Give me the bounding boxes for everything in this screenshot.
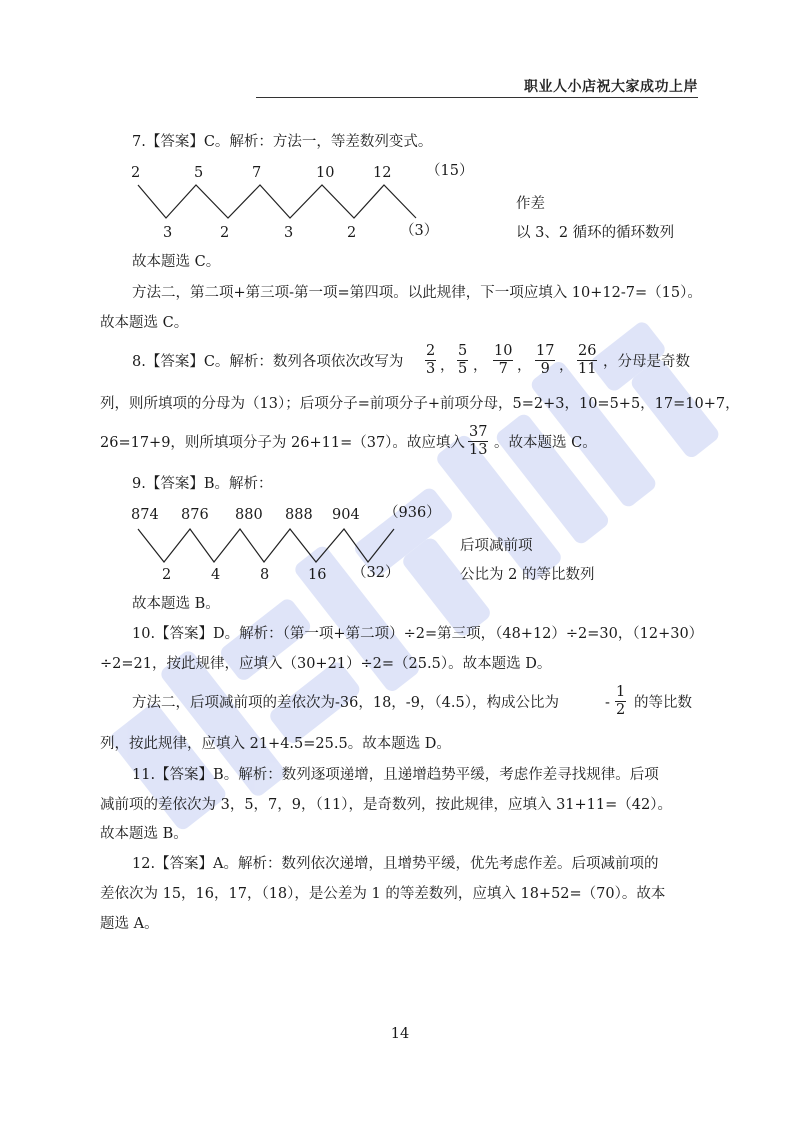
q8-line1-suffix: ，分母是奇数 [603,354,690,370]
q7-bottom-num: 3 [163,225,173,241]
header-rule [256,97,698,98]
q7-line1: 7.【答案】C。解析：方法一，等差数列变式。 [132,134,433,150]
q8-line1-prefix: 8.【答案】C。解析：数列各项依次改写为 [132,354,404,370]
q8-fraction: $\frac{5}{5}$ [458,343,468,377]
q9-conclusion: 故本题选 B。 [132,596,220,612]
q8-separator: ， [517,358,532,374]
header-title: 职业人小店祝大家成功上岸 [524,79,698,95]
q8-fraction: $\frac{26}{11}$ [578,343,597,377]
q7-top-num: （15） [426,163,474,179]
q8-separator: ， [473,358,488,374]
q9-bottom-num: 8 [260,567,270,583]
q12-line1: 12.【答案】A。解析：数列依次递增，且增势平缓，优先考虑作差。后项减前项的 [132,856,659,872]
q7-zigzag-diagram [130,180,430,228]
q7-method2-cont: 故本题选 C。 [100,315,189,331]
q7-top-num: 12 [373,165,392,181]
q9-bottom-num: 4 [211,567,221,583]
q10-minus: - [605,695,610,711]
q7-top-num: 5 [194,165,204,181]
q8-fraction: $\frac{2}{3}$ [426,343,436,377]
q7-bottom-num: （3） [400,223,439,239]
q7-top-num: 10 [316,165,335,181]
q10-method2-line2: 列，按此规律，应填入 21+4.5=25.5。故本题选 D。 [100,736,451,752]
q9-note: 公比为 2 的等比数列 [460,567,595,583]
q11-line1: 11.【答案】B。解析：数列逐项递增，且递增趋势平缓，考虑作差寻找规律。后项 [132,767,659,783]
q8-separator: ， [559,358,574,374]
q8-fraction: $\frac{17}{9}$ [536,343,555,377]
q8-answer-fraction: $\frac{37}{13}$ [469,424,488,458]
q9-line1: 9.【答案】B。解析： [132,476,273,492]
q7-conclusion: 故本题选 C。 [132,254,221,270]
q8-line2: 列，则所填项的分母为（13）；后项分子=前项分子+前项分母，5=2+3，10=5+5，17=10+7， [100,396,740,412]
q12-line3: 题选 A。 [100,916,159,932]
q9-top-num: 888 [285,507,313,523]
q9-bottom-num: 16 [308,567,327,583]
q7-bottom-num: 2 [347,225,357,241]
q9-bottom-num: 2 [162,567,172,583]
q9-note: 后项减前项 [460,538,533,554]
q10-method2-suffix: 的等比数 [634,695,692,711]
q8-line3-suffix: 。故本题选 C。 [494,435,597,451]
q8-fraction: $\frac{10}{7}$ [494,343,513,377]
q7-top-num: 7 [252,165,262,181]
q9-top-num: 876 [181,507,209,523]
q7-top-num: 2 [131,165,141,181]
q10-line1: 10.【答案】D。解析：（第一项+第二项）÷2=第三项，（48+12）÷2=30，（12+30） [132,626,704,642]
q8-separator: ， [440,358,455,374]
q10-method2-prefix: 方法二，后项减前项的差依次为-36，18，-9，（4.5），构成公比为 [132,695,559,711]
q11-line2: 减前项的差依次为 3，5，7，9，（11），是奇数列，按此规律，应填入 31+11=（42）。 [100,797,672,813]
q9-top-num: 904 [332,507,360,523]
q7-bottom-num: 3 [284,225,294,241]
q9-top-num: 874 [131,507,159,523]
page-number: 14 [390,1026,410,1042]
q9-bottom-num: （32） [352,565,400,581]
q7-method2: 方法二，第二项+第三项-第一项=第四项。以此规律，下一项应填入 10+12-7=（15）。 [132,285,702,301]
q10-ratio-fraction: $\frac{1}{2}$ [616,684,626,718]
q10-line2: ÷2=21，按此规律，应填入（30+21）÷2=（25.5）。故本题选 D。 [100,656,552,672]
q9-top-num: 880 [235,507,263,523]
q9-top-num: （936） [384,505,441,521]
q11-line3: 故本题选 B。 [100,826,188,842]
q7-note: 作差 [516,196,545,212]
q7-bottom-num: 2 [220,225,230,241]
q7-note: 以 3、2 循环的循环数列 [516,225,675,241]
q12-line2: 差依次为 15，16，17，（18），是公差为 1 的等差数列，应填入 18+52=（70）。故本 [100,886,666,902]
q8-line3-prefix: 26=17+9，则所填项分子为 26+11=（37）。故应填入 [100,435,465,451]
